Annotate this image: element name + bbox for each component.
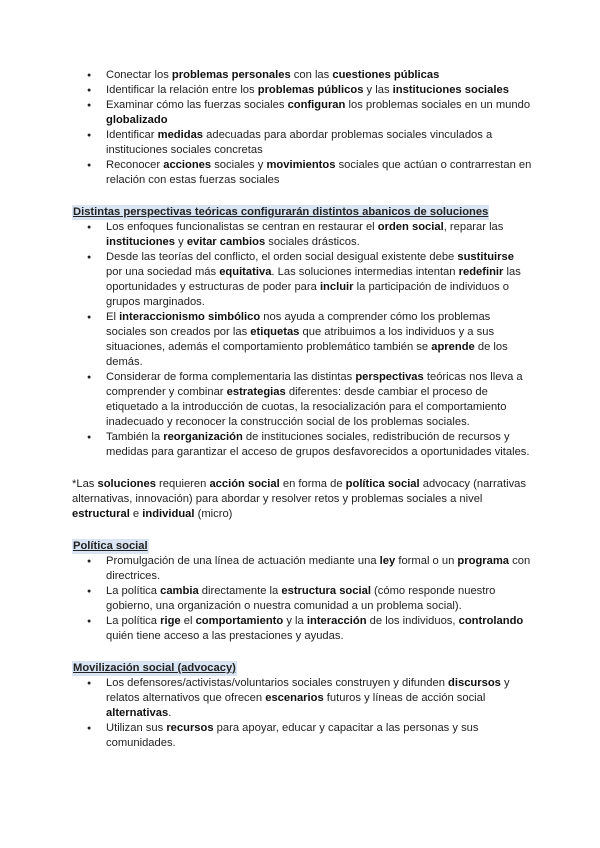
- text-run: de instituciones sociales, redistribución de recursos y medidas para garantizar el acceso de grupos desfavorecidos a oportunidades vitales.: [106, 431, 530, 458]
- bold-term: movimientos: [266, 159, 336, 171]
- bullet-item: [72, 250, 532, 310]
- text-run: los problemas sociales en un mundo: [345, 99, 531, 111]
- bold-term: configuran: [287, 99, 346, 111]
- bullet-item: [72, 676, 532, 721]
- text-run: El: [106, 311, 120, 323]
- bold-term: soluciones: [97, 478, 156, 490]
- bullet-item: [72, 220, 532, 250]
- solutions-note: [72, 477, 532, 522]
- text-run: Los enfoques funcionalistas se centran en restaurar el: [106, 221, 378, 233]
- text-run: y: [175, 236, 187, 248]
- text-run: sociales y: [211, 159, 267, 171]
- bold-term: ley: [379, 555, 396, 567]
- policy-bullet-list: [72, 554, 532, 644]
- text-run: de los individuos,: [366, 615, 459, 627]
- bold-term: individual: [142, 508, 195, 520]
- bold-term: cambia: [160, 585, 199, 597]
- bold-term: reorganización: [163, 431, 243, 443]
- text-run: Examinar cómo las fuerzas sociales: [106, 99, 288, 111]
- text-run: .: [168, 707, 172, 719]
- text-run: diferentes: desde cambiar el proceso de etiquetado a la introducción de cuotas, la resocialización para el comportamiento inadecuado y reconocer la construcción social de los problemas sociales.: [106, 386, 507, 428]
- text-run: e: [129, 508, 143, 520]
- bullet-item: [72, 614, 532, 644]
- bold-term: estructural: [72, 508, 130, 520]
- bold-term: instituciones: [106, 236, 175, 248]
- bold-term: interacción: [306, 615, 367, 627]
- policy-section: [72, 539, 532, 644]
- bullet-item: [72, 68, 532, 83]
- text-run: Desde las teorías del conflicto, el orden social desigual existente debe: [106, 251, 458, 263]
- text-run: Conectar los: [106, 69, 172, 81]
- text-run: y las: [363, 84, 393, 96]
- text-run: formal o un: [395, 555, 458, 567]
- bullet-item: [72, 430, 532, 460]
- text-run: . Las soluciones intermedias intentan: [271, 266, 459, 278]
- bold-term: acción social: [209, 478, 280, 490]
- bold-term: escenarios: [265, 692, 324, 704]
- perspectives-heading: Distintas perspectivas teóricas configurarán distintos abanicos de soluciones: [73, 206, 489, 218]
- perspectives-bullet-list: [72, 220, 532, 460]
- text-run: Considerar de forma complementaria las distintas: [106, 371, 356, 383]
- bold-term: programa: [457, 555, 510, 567]
- text-run: que atribuimos a los individuos y a sus situaciones, además el comportamiento problemático también se: [106, 326, 495, 353]
- text-run: Promulgación de una línea de actuación mediante una: [106, 555, 380, 567]
- text-run: por una sociedad más: [106, 266, 220, 278]
- text-run: teóricas nos lleva a comprender y combinar: [106, 371, 523, 398]
- text-run: (cómo responde nuestro gobierno, una organización o nuestra comunidad a un problema social).: [106, 585, 496, 612]
- text-run: *Las: [72, 478, 98, 490]
- bullet-item: [72, 98, 532, 128]
- text-run: Identificar la relación entre los: [106, 84, 258, 96]
- bold-term: evitar cambios: [186, 236, 266, 248]
- bullet-item: [72, 554, 532, 584]
- advocacy-heading: Movilización social (advocacy): [73, 662, 236, 674]
- bold-term: medidas: [157, 129, 204, 141]
- bold-term: estrategias: [226, 386, 286, 398]
- text-run: También la: [106, 431, 164, 443]
- text-run: Utilizan sus: [106, 722, 167, 734]
- perspectives-section: [72, 205, 532, 460]
- bullet-item: [72, 370, 532, 430]
- text-run: en forma de: [279, 478, 346, 490]
- text-run: (micro): [194, 508, 233, 520]
- text-run: de los demás.: [106, 341, 508, 368]
- bold-term: equitativa: [219, 266, 272, 278]
- bullet-item: [72, 584, 532, 614]
- advocacy-section: [72, 661, 532, 751]
- bold-term: acciones: [163, 159, 212, 171]
- bold-term: cuestiones públicas: [332, 69, 440, 81]
- text-run: con directrices.: [106, 555, 531, 582]
- bold-term: problemas públicos: [257, 84, 364, 96]
- bold-term: controlando: [458, 615, 524, 627]
- bullet-item: [72, 310, 532, 370]
- bold-term: discursos: [448, 677, 501, 689]
- text-run: directamente la: [198, 585, 282, 597]
- bold-term: globalizado: [106, 114, 168, 126]
- bullet-item: [72, 128, 532, 158]
- bold-term: problemas personales: [171, 69, 291, 81]
- bold-term: alternativas: [106, 707, 169, 719]
- text-run: Reconocer: [106, 159, 164, 171]
- text-run: las oportunidades y estructuras de poder para: [106, 266, 521, 293]
- bold-term: estructura social: [281, 585, 371, 597]
- bold-term: etiquetas: [250, 326, 300, 338]
- text-run: para apoyar, educar y capacitar a las personas y sus comunidades.: [106, 722, 479, 749]
- bold-term: política social: [345, 478, 420, 490]
- bullet-item: [72, 83, 532, 98]
- text-run: y la: [283, 615, 307, 627]
- bold-term: aprende: [431, 341, 475, 353]
- text-run: con las: [290, 69, 333, 81]
- text-run: Identificar: [106, 129, 158, 141]
- text-run: sociales drásticos.: [265, 236, 360, 248]
- text-run: requieren: [155, 478, 210, 490]
- text-run: La política: [106, 585, 161, 597]
- text-run: nos ayuda a comprender cómo los problemas sociales son creados por las: [106, 311, 491, 338]
- bullet-item: [72, 158, 532, 188]
- text-run: y relatos alternativos que ofrecen: [106, 677, 510, 704]
- bold-term: interaccionismo simbólico: [119, 311, 261, 323]
- text-run: sociales que actúan o contrarrestan en relación con estas fuerzas sociales: [106, 159, 532, 186]
- bold-term: sustituirse: [457, 251, 514, 263]
- text-run: Los defensores/activistas/voluntarios sociales construyen y difunden: [106, 677, 449, 689]
- intro-bullet-list: [72, 68, 532, 188]
- text-run: el: [180, 615, 196, 627]
- text-run: futuros y líneas de acción social: [323, 692, 486, 704]
- bold-term: redefinir: [458, 266, 504, 278]
- bold-term: comportamiento: [195, 615, 284, 627]
- bold-term: perspectivas: [355, 371, 424, 383]
- document-page: [72, 68, 532, 751]
- text-run: quién tiene acceso a las prestaciones y ayudas.: [106, 630, 344, 642]
- text-run: La política: [106, 615, 161, 627]
- bold-term: rige: [160, 615, 181, 627]
- text-run: la participación de individuos o grupos marginados.: [106, 281, 510, 308]
- advocacy-bullet-list: [72, 676, 532, 751]
- text-run: advocacy (narrativas alternativas, innovación) para abordar y resolver retos y problemas sociales a nivel: [72, 478, 526, 505]
- policy-heading: Política social: [73, 540, 148, 552]
- bold-term: incluir: [319, 281, 354, 293]
- bullet-item: [72, 721, 532, 751]
- bold-term: recursos: [166, 722, 214, 734]
- text-run: adecuadas para abordar problemas sociales vinculados a instituciones sociales concretas: [106, 129, 493, 156]
- text-run: , reparar las: [443, 221, 504, 233]
- bold-term: orden social: [377, 221, 444, 233]
- bold-term: instituciones sociales: [392, 84, 509, 96]
